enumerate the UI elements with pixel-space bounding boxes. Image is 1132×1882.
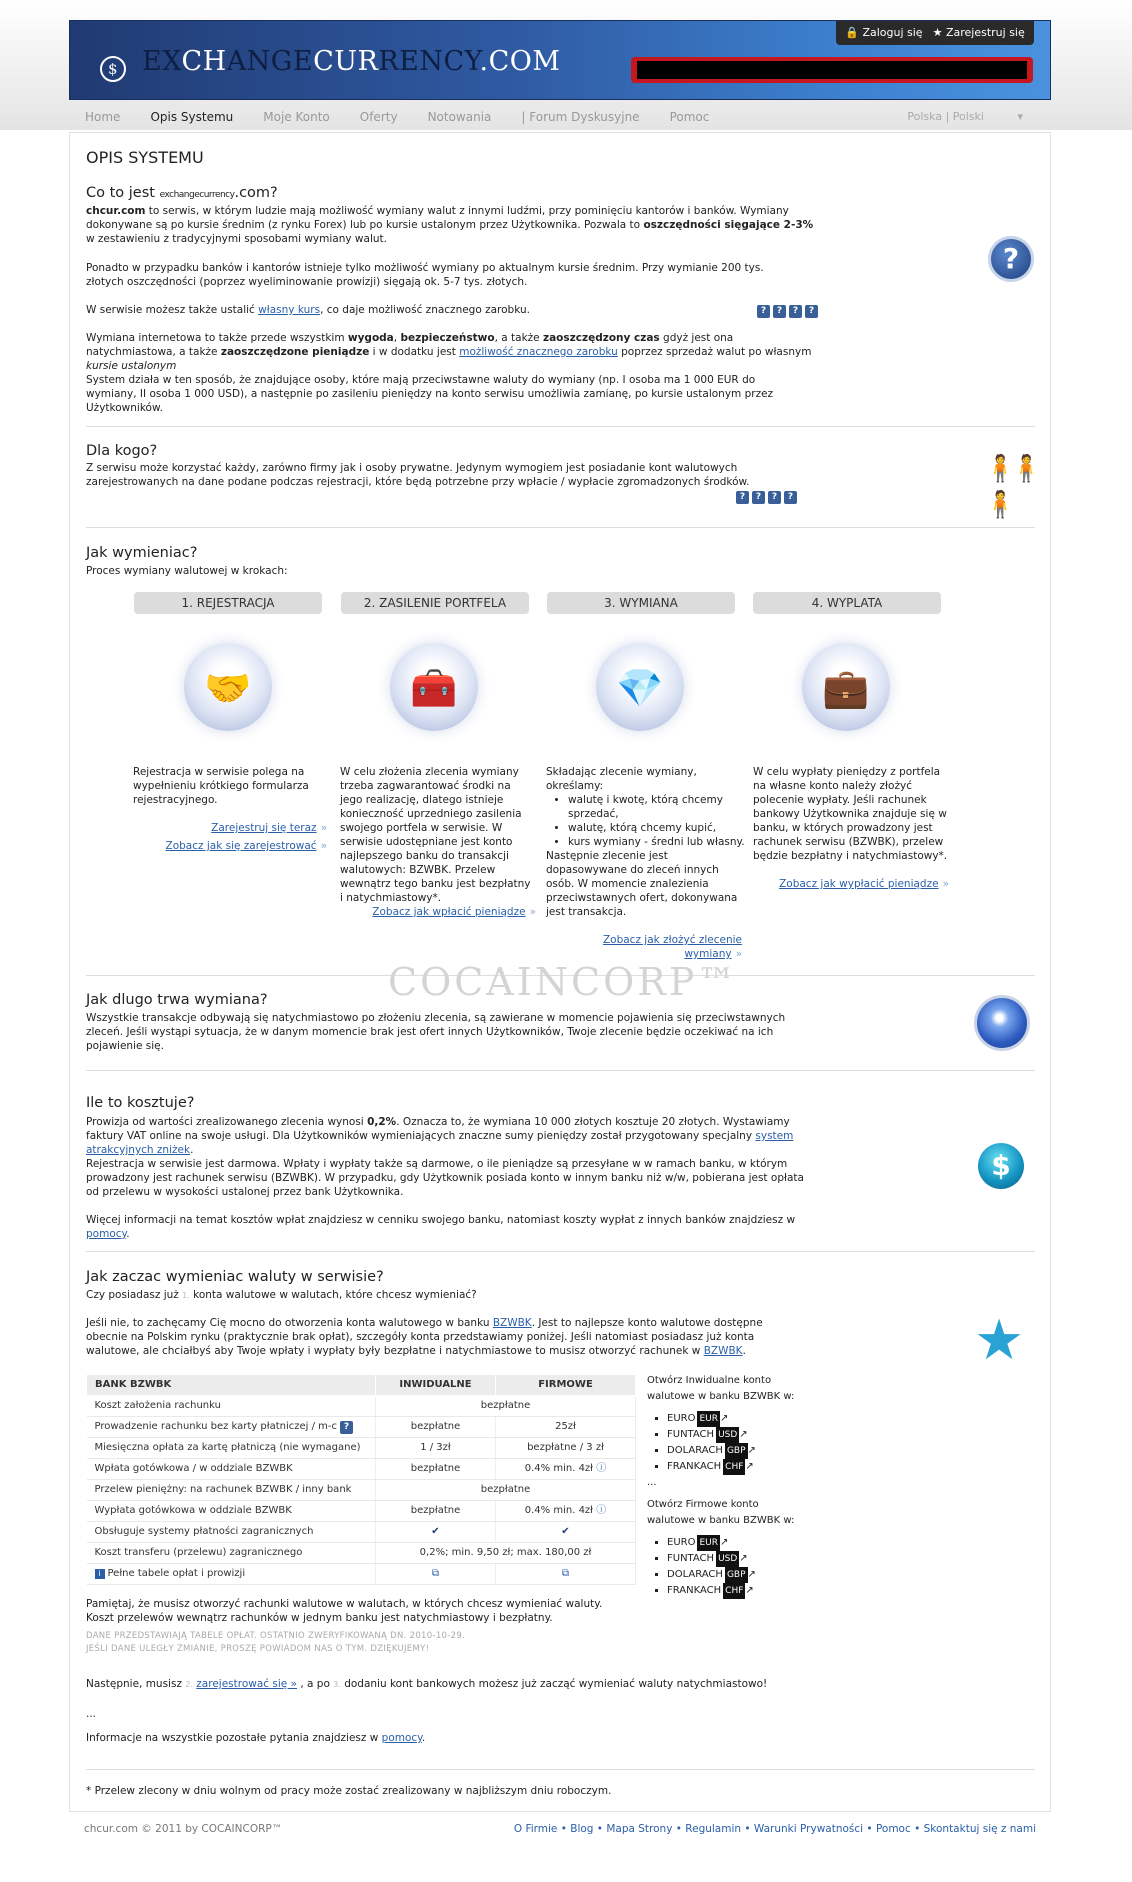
section-title-how: Jak wymieniac? [86, 545, 198, 561]
start-question: Czy posiadasz już 1. konta walutowe w walutach, które chcesz wymieniać? [86, 1289, 477, 1301]
login-link[interactable]: 🔒 Zaloguj się [845, 26, 923, 40]
table-row: Wpłata gotówkowa / w oddziale BZWBK bezpłatne 0.4% min. 4zł ⓘ [87, 1459, 636, 1480]
nav-moje-konto[interactable]: Moje Konto [263, 109, 330, 124]
clock-icon [974, 995, 1030, 1051]
earn-link[interactable]: możliwość znacznego zarobku [459, 346, 618, 358]
help-icon[interactable]: ? [736, 491, 749, 504]
info-icon: i [95, 1569, 105, 1579]
briefcase-icon: 💼 [822, 666, 870, 710]
language-select[interactable]: Polska | Polski ▾ [907, 110, 1023, 124]
how-withdraw-link[interactable]: Zobacz jak wypłacić pieniądze » [779, 878, 949, 890]
step-exchange: 3. WYMIANA [547, 592, 735, 614]
divider [86, 1070, 1035, 1071]
help-link[interactable]: pomocy [381, 1732, 422, 1744]
handshake-icon: 🤝 [204, 666, 252, 710]
help-icon[interactable]: ? [784, 491, 797, 504]
table-row: Przelew pieniężny: na rachunek BZWBK / inny bank bezpłatne [87, 1480, 636, 1501]
globe-icon: $ [100, 56, 126, 82]
own-rate-link[interactable]: własny kurs [258, 304, 321, 316]
divider [86, 1251, 1035, 1252]
help-icons [733, 489, 797, 504]
nav-opis-systemu[interactable]: Opis Systemu [150, 109, 234, 124]
dollar-icon: $ [978, 1143, 1024, 1189]
people-icon: 🧍🧍🧍 [984, 454, 1037, 521]
info-icon[interactable]: ⓘ [596, 1463, 607, 1474]
nav-pomoc[interactable]: Pomoc [669, 109, 710, 124]
step1-text: Rejestracja w serwisie polega na wypełnieniu krótkiego formularza rejestracyjnego. [133, 766, 309, 806]
help-icon[interactable]: ? [789, 305, 802, 318]
help-icon[interactable]: ? [805, 305, 818, 318]
table-row: Koszt założenia rachunku bezpłatne [87, 1396, 636, 1417]
external-link-icon[interactable]: ⧉ [376, 1564, 496, 1585]
cost-p2: Rejestracja w serwisie jest darmowa. Wpłaty i wypłaty także są darmowe, o ile pieniądze są przesyłane w w ramach banku, w którym prowadzony jest rachunek serwisu (BZWBK). W przypadku, gdy Użytkownik posiada konto w innym banku niż w/w, pobierana jest opłata od przelewu w wysokości ustalonej przez bank Użytkownika. [86, 1158, 804, 1198]
bzwbk-link[interactable]: BZWBK [703, 1345, 743, 1357]
table-row: Prowadzenie rachunku bez karty płatniczej / m-c ? bezpłatne 25zł [87, 1417, 636, 1438]
diamond-icon: 💎 [616, 666, 664, 710]
divider [86, 1769, 1035, 1770]
account-link-gbp[interactable]: ▪ DOLARACH GBP ↗ [667, 1567, 797, 1583]
nav-forum[interactable]: | Forum Dyskusyjne [521, 109, 640, 124]
help-icon[interactable]: ? [340, 1421, 353, 1434]
ticker-bar [631, 57, 1033, 83]
account-link-eur[interactable]: ▪ EURO EUR ↗ [667, 1411, 797, 1427]
table-row: Koszt transferu (przelewu) zagranicznego 0,2%; min. 9,50 zł; max. 180,00 zł [87, 1543, 636, 1564]
start-after: Pamiętaj, że musisz otworzyć rachunki walutowe w walutach, w których chcesz wymieniać waluty. Koszt przelewów wewnątrz rachunków w jednym banku jest natychmiastowy i bezpłatny. [86, 1598, 603, 1624]
account-link-usd[interactable]: ▪ FUNTACH USD ↗ [667, 1427, 797, 1443]
nav-notowania[interactable]: Notowania [427, 109, 492, 124]
table-row: Obsługuje systemy płatności zagranicznych ✔ ✔ [87, 1522, 636, 1543]
how-deposit-link[interactable]: Zobacz jak wpłacić pieniądze » [372, 906, 536, 918]
help-icons [754, 303, 818, 318]
section-title-start: Jak zaczac wymieniac waluty w serwisie? [86, 1269, 384, 1285]
copyright: chcur.com © 2011 by COCAINCORP™ [84, 1823, 283, 1835]
external-link-icon[interactable]: ⧉ [496, 1564, 636, 1585]
account-link-eur[interactable]: ▪ EURO EUR ↗ [667, 1535, 797, 1551]
business-accounts-list: Otwórz Firmowe konto walutowe w banku BZWBK w: ▪ EURO EUR ↗ ▪ FUNTACH USD ↗ ▪ DOLARACH GBP ↗ ▪ FRANKACH CHF ↗ [647, 1497, 797, 1599]
how-order-link[interactable]: Zobacz jak złożyć zlecenie wymiany » [602, 934, 742, 960]
chest-icon: 🧰 [410, 666, 458, 710]
star-icon: ★ [932, 26, 943, 40]
check-icon: ✔ [376, 1522, 496, 1543]
page-title: OPIS SYSTEMU [86, 148, 204, 167]
help-icon[interactable]: ? [773, 305, 786, 318]
register-link[interactable]: zarejestrować się » [196, 1678, 298, 1690]
nav-home[interactable]: Home [85, 109, 121, 124]
table-note: DANE PRZEDSTAWIAJĄ TABELE OPŁAT. OSTATNIO ZWERYFIKOWANĄ DN. 2010-10-29. JEŚLI DANE ULEGŁY ZMIANIE, PROSZĘ POWIADOM NAS O TYM. DZIĘKUJEMY! [86, 1631, 466, 1654]
table-row: Wypłata gotówkowa w oddziale BZWBK bezpłatne 0.4% min. 4zł ⓘ [87, 1501, 636, 1522]
chevron-down-icon: ▾ [1017, 110, 1023, 124]
table-header: INWIDUALNE [376, 1375, 496, 1396]
discounts-link[interactable]: system atrakcyjnych zniżek [86, 1130, 794, 1156]
footer-links[interactable]: O Firmie • Blog • Mapa Strony • Regulamin • Warunki Prywatności • Pomoc • Skontaktuj się z nami [513, 1823, 1036, 1835]
what-p3: W serwisie możesz także ustalić własny kurs, co daje możliwość znacznego zarobku. ? ? ? ? [86, 303, 818, 318]
duration-p: Wszystkie transakcje odbywają się natychmiastowo po złożeniu zlecenia, są zawierane w momencie pojawienia się przeciwstawnych zleceń. Jeśli wystąpi sytuacja, że w danym momencie brak jest ofert innych Użytkowników, Twoje zlecenie będzie oczekiwać na ich pojawienie się. [86, 1012, 786, 1052]
individual-accounts-list: Otwórz Inwidualne konto walutowe w banku BZWBK w: ▪ EURO EUR ↗ ▪ FUNTACH USD ↗ ▪ DOLARACH GBP ↗ ▪ FRANKACH CHF ↗ ... [647, 1373, 797, 1491]
section-title-who: Dla kogo? [86, 443, 158, 459]
nav-oferty[interactable]: Oferty [359, 109, 398, 124]
section-title-cost: Ile to kosztuje? [86, 1095, 195, 1111]
auth-box [836, 21, 1034, 45]
account-link-chf[interactable]: ▪ FRANKACH CHF ↗ [667, 1583, 797, 1599]
table-row: i Pełne tabele opłat i prowizji ⧉ ⧉ [87, 1564, 636, 1585]
header-banner [69, 20, 1051, 100]
account-link-chf[interactable]: ▪ FRANKACH CHF ↗ [667, 1459, 797, 1475]
footer [84, 1822, 1036, 1837]
check-icon: ✔ [496, 1522, 636, 1543]
start-next: Następnie, musisz 2. zarejestrować się » , a po 3. dodaniu kont bankowych możesz już zacząć wymieniać waluty natychmiastowo! [86, 1678, 768, 1690]
how-sub: Proces wymiany walutowej w krokach: [86, 565, 288, 577]
account-link-usd[interactable]: ▪ FUNTACH USD ↗ [667, 1551, 797, 1567]
watermark: COCAINCORP™ [388, 960, 739, 1004]
step3-text: Składając zlecenie wymiany, określamy: • walutę i kwotę, którą chcemy sprzedać, • walutę, którą chcemy kupić, • kurs wymiany - średni lub własny. Następnie zlecenie jest dopasowywane do zleceń innych osób. W momencie znalezienia przeciwstawnych ofert, dokonywana jest transakcja. [546, 765, 746, 919]
main-nav [69, 104, 1051, 130]
start-p1: Jeśli nie, to zachęcamy Cię mocno do otworzenia konta walutowego w banku BZWBK. Jest to najlepsze konto walutowe dostępne obecnie na Polskim rynku (praktycznie brak opłat), szczegóły konta przedstawiamy poniżej. Jeśli natomiast posiadasz już konta walutowe, ale chciałbyś aby Twoje wpłaty i wypłaty były bezpłatne i natychmiastowe to musisz otworzyć rachunek w BZWBK. [86, 1317, 763, 1357]
step2-text: W celu złożenia zlecenia wymiany trzeba zagwarantować środki na jego realizację, dlatego istnieje konieczność uprzedniego zasilenia swojego portfela w serwisie. W serwisie udostępniane jest konto najlepszego banku do transakcji walutowych: BZWBK. Przelew wewnątrz tego banku jest bezpłatny i natychmiastowy*. [340, 766, 531, 904]
info-icon[interactable]: ⓘ [596, 1505, 607, 1516]
register-now-link[interactable]: Zarejestruj się teraz » [211, 822, 327, 834]
how-register-link[interactable]: Zobacz jak się zarejestrować » [165, 840, 327, 852]
question-icon: ? [988, 236, 1034, 282]
step-registration: 1. REJESTRACJA [134, 592, 322, 614]
register-link[interactable]: ★ Zarejestruj się [932, 26, 1025, 40]
table-header: BANK BZWBK [87, 1375, 376, 1396]
cost-p3: Więcej informacji na temat kosztów wpłat znajdziesz w cenniku swojego banku, natomiast koszty wypłat z innych banków znajdziesz w pomocy. [86, 1214, 796, 1240]
footnote: * Przelew zlecony w dniu wolnym od pracy może zostać zrealizowany w najbliższym dniu roboczym. [86, 1785, 612, 1797]
help-icon[interactable]: ? [768, 491, 781, 504]
what-p4: Wymiana internetowa to także przede wszystkim wygoda, bezpieczeństwo, a także zaoszczędzony czas gdyż jest ona natychmiastowa, a także zaoszczędzone pieniądze i w dodatku jest możliwość znacznego zarobku poprzez sprzedaż walut po własnym kursie ustalonym [86, 332, 812, 372]
table-header: FIRMOWE [496, 1375, 636, 1396]
info-line: Informacje na wszystkie pozostałe pytania znajdziesz w pomocy. [86, 1732, 426, 1744]
site-logo[interactable]: $ EXCHANGECURRENCY.COM [100, 43, 561, 82]
cost-p1: Prowizja od wartości zrealizowanego zlecenia wynosi 0,2%. Oznacza to, że wymiana 10 000 złotych kosztuje 20 złotych. Wystawiamy faktury VAT online na swoje usługi. Dla Użytkowników wymieniających znaczne sumy pieniędzy został przygotowany specjalny system atrakcyjnych zniżek. [86, 1116, 794, 1156]
help-icon[interactable]: ? [752, 491, 765, 504]
star-icon: ★ [974, 1308, 1025, 1373]
account-link-gbp[interactable]: ▪ DOLARACH GBP ↗ [667, 1443, 797, 1459]
ellipsis: ... [86, 1708, 97, 1720]
divider [86, 426, 1035, 427]
who-p: Z serwisu może korzystać każdy, zarówno firmy jak i osoby prywatne. Jedynym wymogiem jest posiadanie kont walutowych zarejestrowanych na dane podane podczas rejestracji, które będą potrzebne przy wpłacie / wypłacie zgromadzonych środków. [86, 462, 750, 488]
bank-fees-table [86, 1374, 636, 1585]
lock-icon: 🔒 [845, 26, 859, 40]
what-p2: Ponadto w przypadku banków i kantorów istnieje tylko możliwość wymiany po aktualnym kursie średnim. Przy wymianie 200 tys. złotych oszczędności (poprzez wyeliminowanie prowizji) sięgają ok. 5-7 tys. złotych. [86, 262, 764, 288]
section-title-duration: Jak dlugo trwa wymiana? [86, 992, 268, 1008]
table-row: Miesięczna opłata za kartę płatniczą (nie wymagane) 1 / 3zł bezpłatne / 3 zł [87, 1438, 636, 1459]
step4-text: W celu wypłaty pieniędzy z portfela na własne konto należy złożyć polecenie wypłaty. Jeśli rachunek bankowy Użytkownika znajduje się w banku, w których prowadzony jest rachunek serwisu (BZWBK), przelew będzie bezpłatny i natychmiastowy*. [753, 766, 948, 862]
step-deposit: 2. ZASILENIE PORTFELA [341, 592, 529, 614]
section-title-what: Co to jest exchangecurrency.com? [86, 185, 278, 201]
help-icon[interactable]: ? [757, 305, 770, 318]
divider [86, 527, 1035, 528]
help-link[interactable]: pomocy [86, 1228, 127, 1240]
what-p1: chcur.com to serwis, w którym ludzie mają możliwość wymiany walut z innymi ludźmi, przy pominięciu kantorów i banków. Wymiany dokonywane są po kursie średnim (z rynku Forex) lub po kursie ustalonym przez Użytkownika. Pozwala to oszczędności sięgające 2-3% w zestawieniu z tradycyjnymi sposobami wymiany walut. [86, 205, 814, 245]
what-p5: System działa w ten sposób, że znajdujące osoby, które mają przeciwstawne waluty do wymiany (np. I osoba ma 1 000 EUR do wymiany, II osoba 1 000 USD), a następnie po zasileniu pieniędzy na konto serwisu umożliwia zamianę, po kursie ustalonym przez Użytkowników. [86, 374, 774, 414]
bzwbk-link[interactable]: BZWBK [492, 1317, 532, 1329]
step-withdraw: 4. WYPLATA [753, 592, 941, 614]
